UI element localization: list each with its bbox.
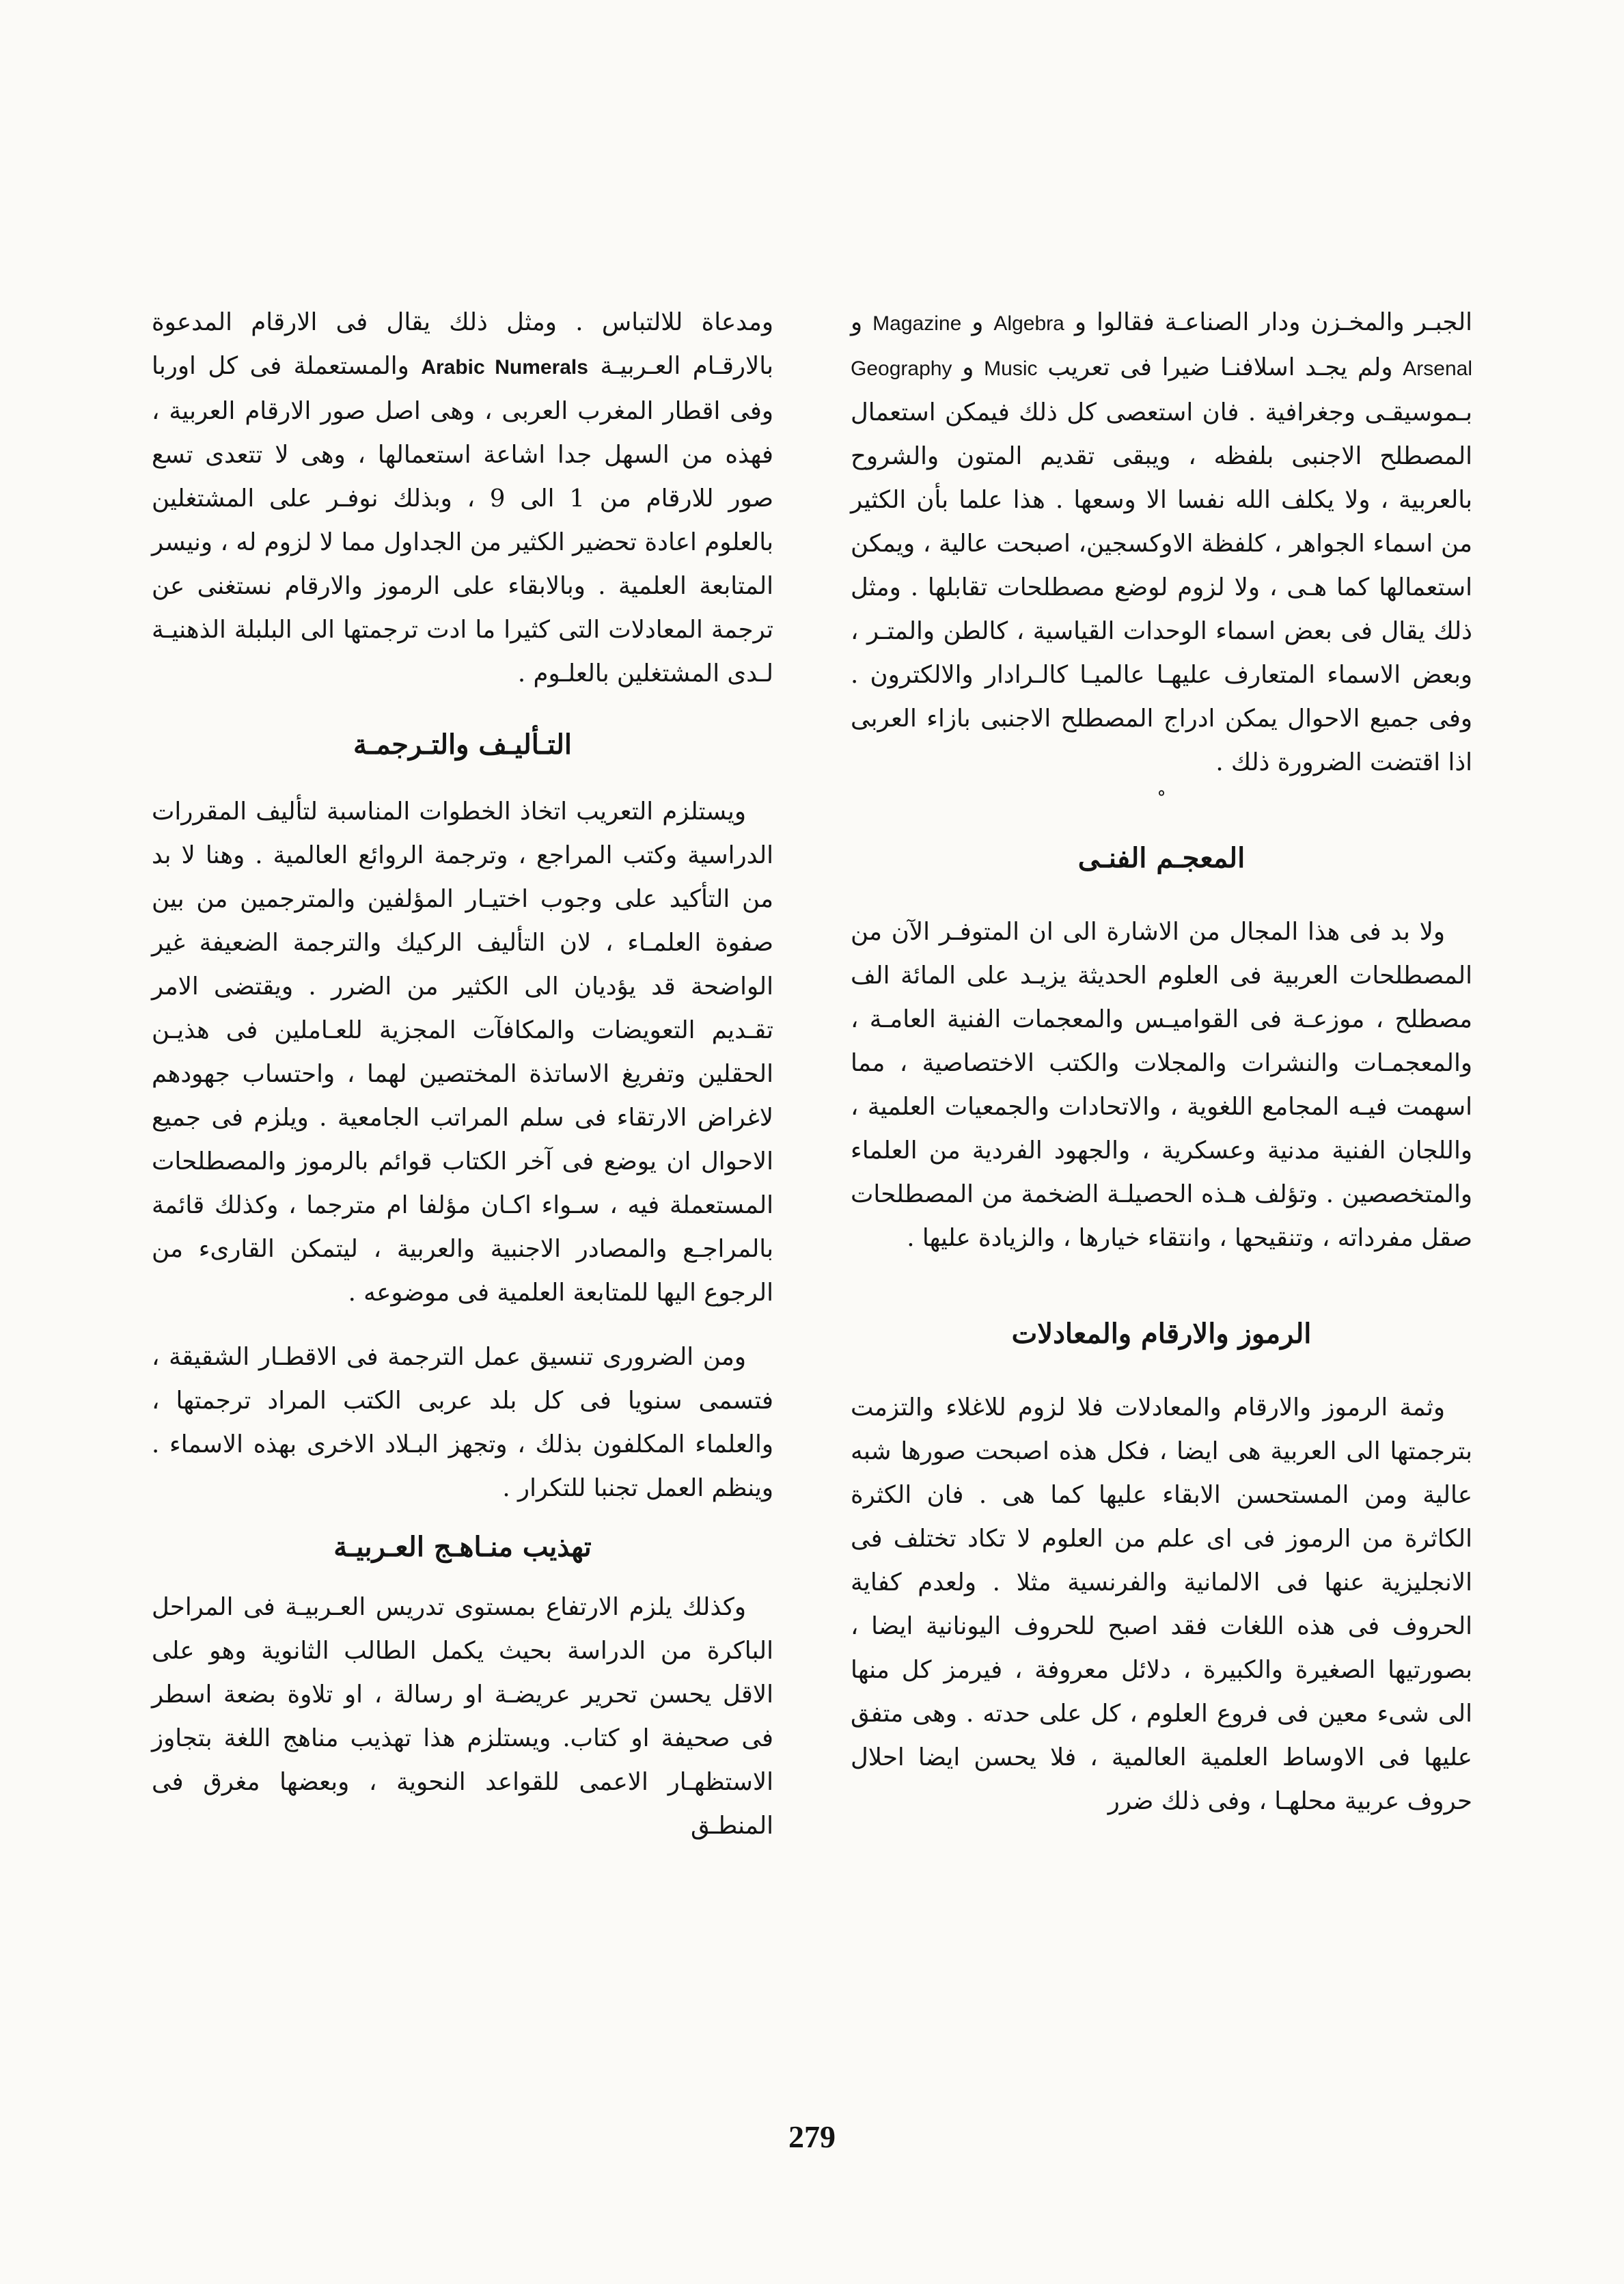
right-column bbox=[851, 301, 1472, 1823]
heading-authoring-translation: التـأليـف والتـرجمـة bbox=[353, 729, 573, 761]
latin-term-arabic-numerals: Arabic Numerals bbox=[421, 356, 588, 379]
heading-arabic-curricula: تهذيب منـاهـج العـربيـة bbox=[333, 1531, 592, 1563]
latin-term-music: Music bbox=[984, 357, 1038, 380]
left-column bbox=[152, 301, 773, 1848]
latin-term-magazine: Magazine bbox=[872, 312, 962, 335]
paragraph-authoring-translation: ويستلزم التعريب اتخاذ الخطوات المناسبة لتأليف المقررات الدراسية وكتب المراجع ، وترجمة الروائع العالمية . وهنا لا بد من التأكيد على وجوب اختيـار المؤلفين والمترجمين من بين صفوة العلمـاء ، لان التأليف الركيك والترجمة الضعيفة غير الواضحة قد يؤديان الى الكثير من الضرر . ويقتضى الامر تقـديم التعويضات والمكافآت المجزية للعـاملين فى هذيـن الحقلين وتفريغ الاساتذة المختصين لهما ، واحتساب جهودهم لاغراض الارتقاء فى سلم المراتب الجامعية . ويلزم فى جميع الاحوال ان يوضع فى آخر الكتاب قوائم بالرموز والمصطلحات المستعملة فيه ، سـواء اكـان مؤلفا ام مترجما ، وكذلك قائمة بالمراجـع والمصادر الاجنبية والعربية ، ليتمكن القارىء من الرجوع اليها للمتابعة العلمية فى موضوعه . bbox=[152, 798, 773, 1307]
paragraph-translation-coordination: ومن الضرورى تنسيق عمل الترجمة فى الاقطـار الشقيقة ، فتسمى سنويا فى كل بلد عربى الكتب المراد ترجمتها ، والعلماء المكلفون بذلك ، وتجهز البـلاد الاخرى بهذه الاسماء . وينظم العمل تجنبا للتكرار . bbox=[152, 1343, 773, 1502]
latin-term-arsenal: Arsenal bbox=[1403, 357, 1473, 380]
latin-term-algebra: Algebra bbox=[993, 312, 1064, 335]
heading-symbols-numbers-equations: الرموز والارقام والمعادلات bbox=[1011, 1318, 1312, 1350]
paragraph-arabic-curricula: وكذلك يلزم الارتفاع بمستوى تدريس العـربيـة فى المراحل الباكرة من الدراسة بحيث يكمل الطالب الثانوية وهو على الاقل يحسن تحرير عريضـة او رسالة ، او تلاوة بضعة اسطر فى صحيفة او كتاب. ويستلزم هذا تهذيب مناهج اللغة بتجاوز الاستظهـار الاعمى للقواعد النحوية ، وبعضها مغرق فى المنطـق bbox=[152, 1593, 773, 1840]
page-number: 279 bbox=[788, 2119, 836, 2154]
paragraph-arabic-numerals: ومدعاة للالتباس . ومثل ذلك يقال فى الارقام المدعوة بالارقـام العـربيـة Arabic Numerals والمستعملة فى كل اوربا وفى اقطار المغرب العربى ، وهى اصل صور الارقام العربية ، فهذه من السهل جدا اشاعة استعمالها ، وهى لا تتعدى تسع صور للارقام من 1 الى 9 ، وبذلك نوفـر على المشتغلين بالعلوم اعادة تحضير الكثير من الجداول مما لا لزوم له ، ونيسر المتابعة العلمية . وبالابقاء على الرموز والارقام نستغنى عن ترجمة المعادلات التى كثيرا ما ادت ترجمتها الى البلبلة الذهنيـة لـدى المشتغلين بالعلـوم . bbox=[152, 308, 773, 688]
latin-term-geography: Geography bbox=[851, 357, 952, 380]
paragraph-arabization-terms: الجبـر والمخـزن ودار الصناعـة فقالوا و Algebra و Magazine و Arsenal ولم يجـد اسلافنـا ضيرا فى تعريب Music و Geography بـموسيقـى وجغرافية . فان استعصى كل ذلك فيمكن استعمال المصطلح الاجنبى بلفظه ، ويبقى تقديم المتون والشروح بالعربية ، ولا يكلف الله نفسا الا وسعها . هذا علما بأن الكثير من اسماء الجواهر ، كلفظة الاوكسجين، اصبحت عالية ، ويمكن استعمالها كما هـى ، ولا لزوم لوضع مصطلحات تقابلها . ومثل ذلك يقال فى بعض اسماء الوحدات القياسية ، كالطن والمتـر ، وبعض الاسماء المتعارف عليهـا عالميـا كالـرادار والالكترون . وفى جميع الاحوال يمكن ادراج المصطلح الاجنبى بازاء العربى اذا اقتضت الضرورة ذلك . bbox=[851, 308, 1473, 776]
paragraph-technical-dictionary: ولا بد فى هذا المجال من الاشارة الى ان المتوفـر الآن من المصطلحات العربية فى العلوم الحديثة يزيـد على المائة الف مصطلح ، موزعـة فى القواميـس والمعجمات الفنية العامـة ، والمعجمـات والنشرات والمجلات والكتب الاختصاصية ، مما اسهمت فيـه المجامع اللغوية ، والاتحادات والجمعيات العلمية ، واللجان الفنية مدنية وعسكرية ، والجهود الفردية من العلماء والمتخصصين . وتؤلف هـذه الحصيلـة الضخمة من المصطلحات صقل مفرداته ، وتنقيحها ، وانتقاء خيارها ، والزيادة عليها . bbox=[851, 918, 1472, 1252]
paragraph-symbols: وثمة الرموز والارقام والمعادلات فلا لزوم للاغلاء والتزمت بترجمتها الى العربية هى ايضا ، فكل هذه اصبحت صورها شبه عالية ومن المستحسن الابقاء عليها كما هى . فان الكثرة الكاثرة من الرموز فى اى علم من العلوم لا تكاد تختلف فى الانجليزية عنها فى الالمانية والفرنسية مثلا . ولعدم كفاية الحروف فى هذه اللغات فقد اصبح للحروف اليونانية ايضا ، بصورتيها الصغيرة والكبيرة ، دلائل معروفة ، فيرمز كل منها الى شىء معين فى فروع العلوم ، كل على حدته . وهى متفق عليها فى الاوساط العلمية العالمية ، فلا يحسن ايضا احلال حروف عربية محلهـا ، وفى ذلك ضرر bbox=[851, 1393, 1472, 1815]
heading-technical-dictionary: المعجـم الفنـى bbox=[1077, 842, 1245, 874]
section-separator: ° bbox=[1157, 788, 1166, 808]
